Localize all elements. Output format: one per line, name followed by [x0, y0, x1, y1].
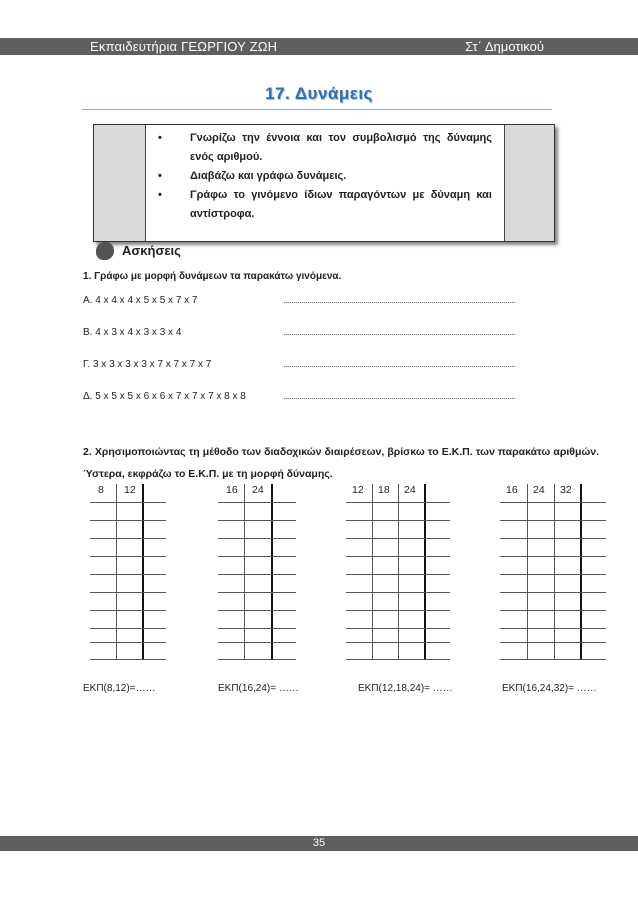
- exercise-item-c: Γ. 3 x 3 x 3 x 3 x 7 x 7 x 7 x 7: [83, 359, 212, 370]
- goal-item: [156, 129, 492, 167]
- table-header-value: 12: [352, 484, 364, 496]
- division-table-2[interactable]: [218, 484, 296, 660]
- table-header-value: 16: [226, 484, 238, 496]
- answer-line[interactable]: ....................................................................................................................: [283, 359, 516, 369]
- goal-text: Γράφω το γινόμενο ίδιων παραγόντων με δύναμη και αντίστροφα.: [190, 189, 492, 220]
- exercise-item-b: Β. 4 x 3 x 4 x 3 x 3 x 4: [83, 327, 182, 338]
- exercise-item-a: Α. 4 x 4 x 4 x 5 x 5 x 7 x 7: [83, 295, 198, 306]
- title-divider: [82, 109, 552, 110]
- goal-text: Διαβάζω και γράφω δυνάμεις.: [190, 170, 347, 182]
- learning-goals-box: [93, 124, 555, 242]
- page-number: 35: [312, 837, 326, 849]
- bullet-icon: •: [158, 170, 162, 182]
- bullet-icon: •: [158, 132, 162, 144]
- header-bar: [0, 38, 638, 55]
- school-name: Εκπαιδευτήρια ΓΕΩΡΓΙΟΥ ΖΩΗ: [90, 39, 278, 54]
- table-header-value: 24: [404, 484, 416, 496]
- division-table-3[interactable]: [346, 484, 450, 660]
- exercise-item-d: Δ. 5 x 5 x 5 x 6 x 6 x 7 x 7 x 7 x 8 x 8: [83, 391, 246, 402]
- lcm-answer-2[interactable]: ΕΚΠ(16,24)= ……: [218, 683, 299, 694]
- goal-item: [156, 167, 492, 186]
- lcm-answer-1[interactable]: ΕΚΠ(8,12)=……: [83, 683, 156, 694]
- question-2-prompt: 2. Χρησιμοποιώντας τη μέθοδο των διαδοχικών διαιρέσεων, βρίσκω το Ε.Κ.Π. των παρακάτω αριθμών. Ύστερα, εκφράζω το Ε.Κ.Π. με τη μορφή δύναμης.: [83, 446, 599, 480]
- table-header-value: 18: [378, 484, 390, 496]
- division-table-1[interactable]: [90, 484, 166, 660]
- answer-line[interactable]: ....................................................................................................................: [283, 327, 516, 337]
- bullet-icon: •: [158, 189, 162, 201]
- table-header-value: 16: [506, 484, 518, 496]
- goal-item: [156, 186, 492, 224]
- grade-label: Στ΄ Δημοτικού: [465, 39, 544, 54]
- table-header-value: 24: [252, 484, 264, 496]
- lcm-answer-3[interactable]: ΕΚΠ(12,18,24)= ……: [358, 683, 453, 694]
- answer-line[interactable]: ....................................................................................................................: [283, 295, 516, 305]
- goal-text: Γνωρίζω την έννοια και τον συμβολισμό της δύναμης ενός αριθμού.: [190, 132, 492, 163]
- exercises-icon: [96, 242, 114, 260]
- lcm-answer-4[interactable]: ΕΚΠ(16,24,32)= ……: [502, 683, 597, 694]
- section-title: Ασκήσεις: [122, 243, 181, 258]
- table-header-value: 12: [124, 484, 136, 496]
- learning-goals-panel: [145, 125, 505, 241]
- learning-goals-list: [156, 129, 492, 224]
- table-header-value: 32: [560, 484, 572, 496]
- question-1-prompt: 1. Γράφω με μορφή δυνάμεων τα παρακάτω γινόμενα.: [83, 271, 342, 282]
- table-header-value: 8: [98, 484, 104, 496]
- division-table-4[interactable]: [500, 484, 606, 660]
- page-title: 17. Δυνάμεις: [265, 84, 373, 103]
- answer-line[interactable]: ....................................................................................................................: [283, 391, 516, 401]
- table-header-value: 24: [533, 484, 545, 496]
